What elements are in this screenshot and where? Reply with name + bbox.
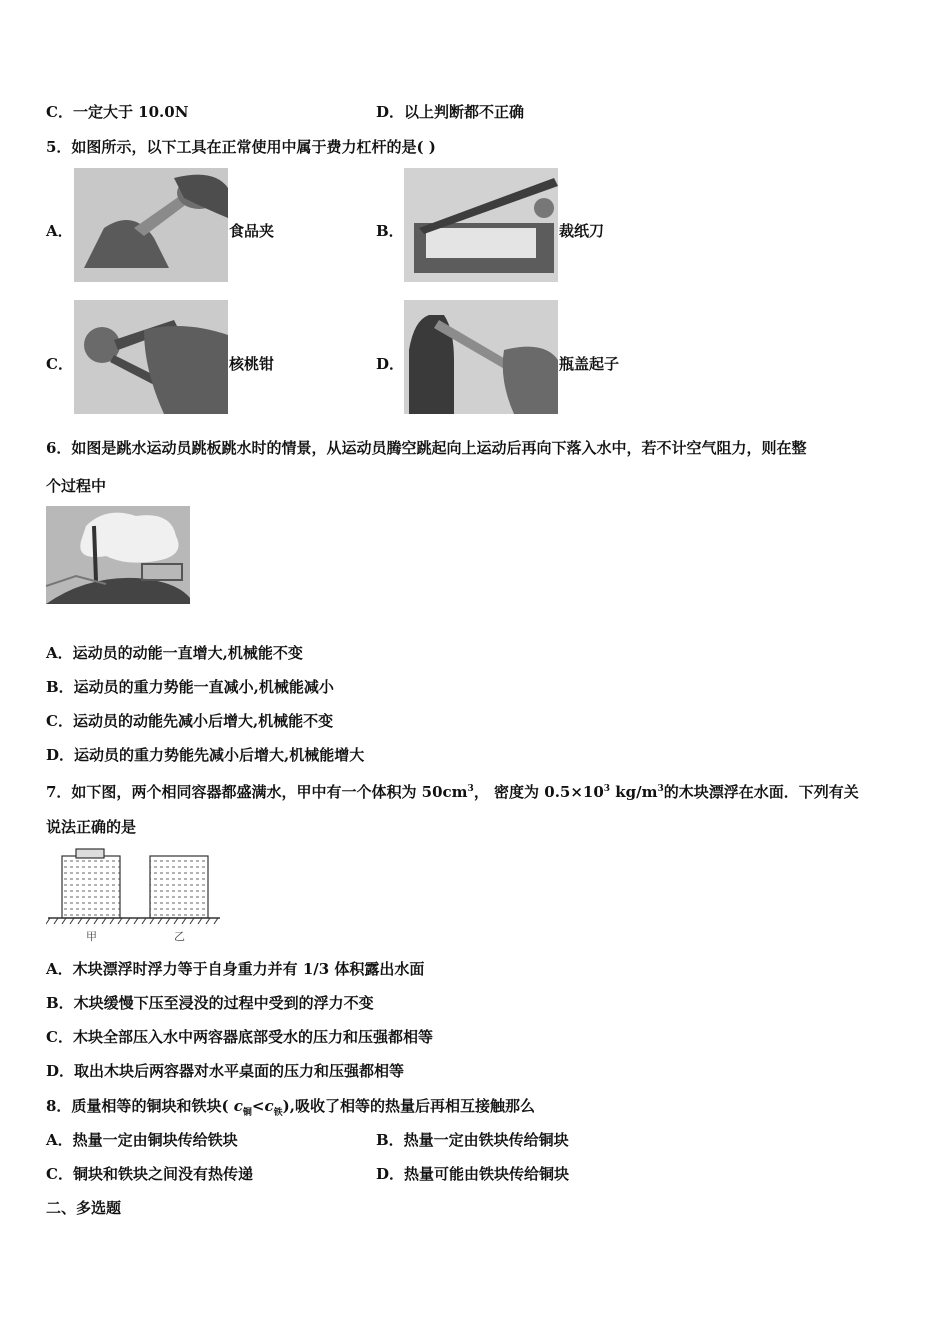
q7-option-c: C．木块全部压入水中两容器底部受水的压力和压强都相等: [46, 1028, 433, 1046]
q7-stem-line1: 7．如下图，两个相同容器都盛满水，甲中有一个体积为 $50cm^3$， 密度为 $0.5\times 10^3$ $kg/m^3$的木块漂浮在水面．下列有关: [46, 783, 859, 801]
q8-option-c: C．铜块和铁块之间没有热传递: [46, 1165, 253, 1183]
nutcracker-photo: [74, 300, 228, 414]
q7-option-b: B．木块缓慢下压至浸没的过程中受到的浮力不变: [46, 994, 374, 1012]
q6-option-c: C．运动员的动能先减小后增大,机械能不变: [46, 712, 334, 730]
option-d-prev: D．以上判断都不正确: [376, 103, 525, 121]
q5-option-d-caption: 瓶盖起子: [559, 355, 620, 373]
option-c-prev: C．一定大于 10.0N: [46, 103, 189, 121]
q6-option-b: B．运动员的重力势能一直减小,机械能减小: [46, 678, 334, 696]
q6-stem-line2: 个过程中: [46, 477, 107, 495]
q7-option-d: D．取出木块后两容器对水平桌面的压力和压强都相等: [46, 1062, 405, 1080]
q8-option-d: D．热量可能由铁块传给铜块: [376, 1165, 570, 1183]
label-jia: 甲: [86, 930, 97, 943]
q5-stem: 5．如图所示，以下工具在正常使用中属于费力杠杆的是( ): [46, 138, 436, 156]
q6-stem-line1: 6．如图是跳水运动员跳板跳水时的情景，从运动员腾空跳起向上运动后再向下落入水中，若不计空气阻力，则在整: [46, 439, 807, 457]
q8-option-a: A．热量一定由铜块传给铁块: [46, 1131, 238, 1149]
q5-option-c-letter: C．: [46, 355, 73, 373]
q5-option-b-caption: 裁纸刀: [559, 222, 605, 240]
q5-option-c-caption: 核桃钳: [229, 355, 275, 373]
q5-option-b-letter: B．: [376, 222, 404, 240]
label-yi: 乙: [174, 930, 185, 943]
bottle-opener-photo: [404, 300, 558, 414]
q8-stem: 8．质量相等的铜块和铁块( $c_铜<c_铁$),吸收了相等的热量后再相互接触那么: [46, 1097, 535, 1118]
food-tongs-photo: [74, 168, 228, 282]
section-heading: 二、多选题: [46, 1199, 122, 1217]
q5-option-a-caption: 食品夹: [229, 222, 275, 240]
q7-stem-line2: 说法正确的是: [46, 818, 137, 836]
q6-option-d: D．运动员的重力势能先减小后增大,机械能增大: [46, 746, 365, 764]
paper-cutter-photo: [404, 168, 558, 282]
containers-diagram: [46, 846, 222, 944]
diver-photo: [46, 506, 190, 604]
q6-option-a: A．运动员的动能一直增大,机械能不变: [46, 644, 303, 662]
q5-option-d-letter: D．: [376, 355, 405, 373]
q7-option-a: A．木块漂浮时浮力等于自身重力并有 1/3 体积露出水面: [46, 960, 425, 978]
q8-option-b: B．热量一定由铁块传给铜块: [376, 1131, 569, 1149]
q5-option-a-letter: A．: [46, 222, 73, 240]
